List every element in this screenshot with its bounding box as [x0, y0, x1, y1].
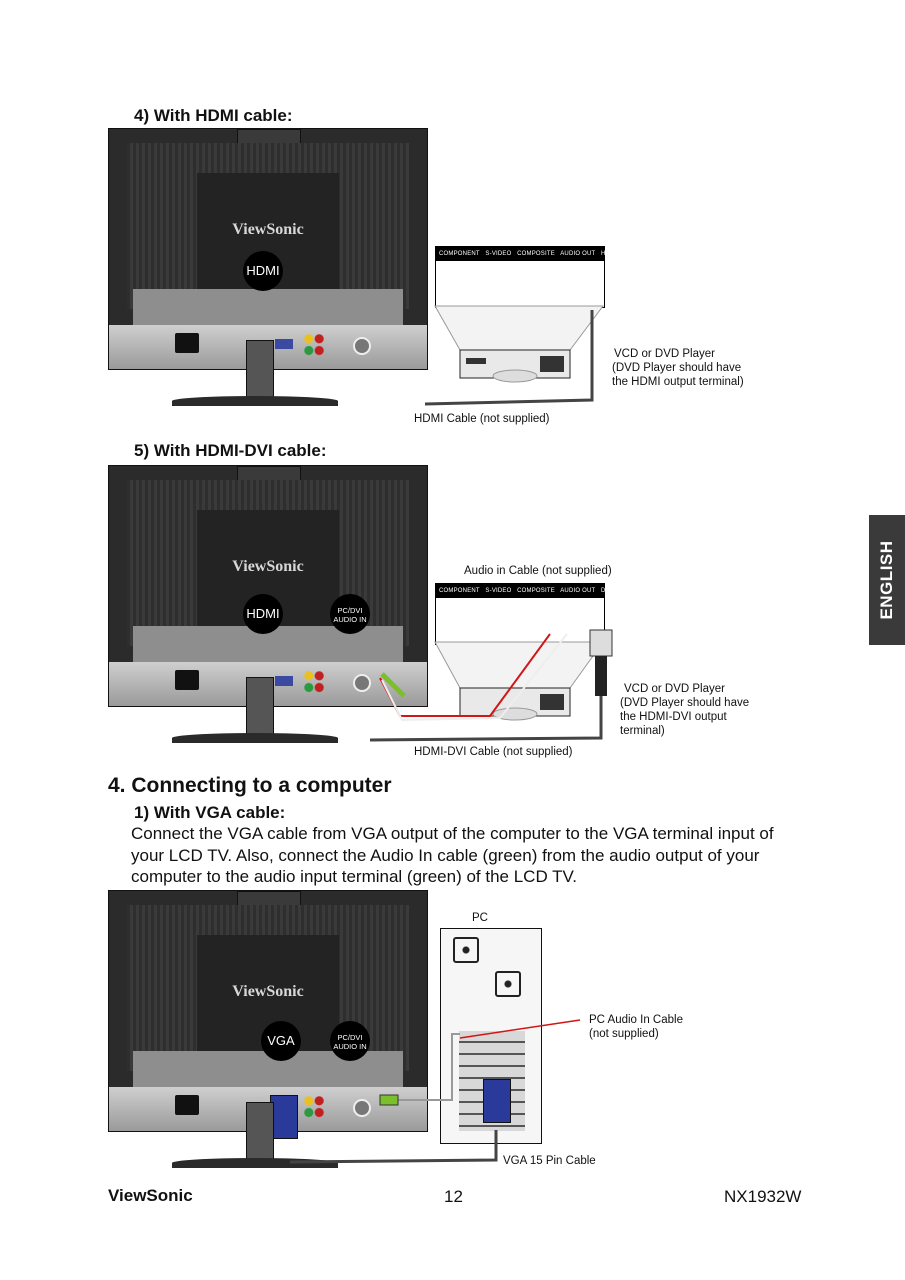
tv-stand	[246, 1102, 274, 1162]
port-label-svideo: S-VIDEO	[485, 251, 512, 257]
vga-port-icon	[275, 676, 293, 686]
heading-hdmi: 4) With HDMI cable:	[134, 106, 293, 125]
vga-instructions	[131, 823, 811, 888]
hdmi-badge	[243, 251, 283, 291]
hdmi-badge-label: HDMI	[246, 606, 280, 621]
hdmi-cable-label: HDMI Cable (not supplied)	[414, 413, 550, 425]
hdmi-connection-diagram	[420, 300, 620, 410]
port-label-svideo: S-VIDEO	[485, 588, 512, 594]
player-note-line: VCD or DVD Player	[624, 683, 725, 695]
port-label-hdmi: HDMI	[600, 251, 618, 257]
antenna-jack-icon	[353, 337, 371, 355]
port-label-component: COMPONENT	[439, 251, 480, 257]
port-label-composite: COMPOSITE	[517, 588, 555, 594]
footer-page-number: 12	[444, 1187, 463, 1206]
audio-in-cable-label: Audio in Cable (not supplied)	[464, 565, 612, 577]
badge-line: PC/DVI	[337, 606, 363, 615]
tv-brand-logo: ViewSonic	[232, 558, 304, 575]
port-label-dvi-hdtv: DVI-HDTV	[600, 588, 631, 594]
tv-brand-logo: ViewSonic	[232, 221, 304, 238]
hdmi-badge-label: HDMI	[246, 263, 280, 278]
player-note-line: the HDMI output terminal)	[612, 376, 744, 388]
port-label-audio-out: AUDIO OUT	[560, 588, 596, 594]
pc-audio-cable-note	[589, 1013, 683, 1041]
instruction-line: Connect the VGA cable from VGA output of the computer to the VGA terminal input of	[131, 824, 774, 843]
tv-label-panel	[133, 289, 403, 325]
port-label-component: COMPONENT	[439, 588, 480, 594]
vga-port-icon	[275, 339, 293, 349]
player-note-line: the HDMI-DVI output	[620, 711, 727, 723]
tv-stand	[246, 677, 274, 737]
fan-icon	[453, 937, 479, 963]
player-rear-panel	[435, 246, 618, 308]
vga-badge-label: VGA	[267, 1033, 295, 1048]
heading-connecting-computer: 4. Connecting to a computer	[108, 774, 392, 797]
tv-stand	[246, 340, 274, 400]
port-label-composite: COMPOSITE	[517, 251, 555, 257]
hdmi-dvi-connection-diagram	[360, 612, 620, 746]
footer-model: NX1932W	[724, 1187, 802, 1206]
hdmi-dvi-cable-label: HDMI-DVI Cable (not supplied)	[414, 746, 573, 758]
tv-brand-logo: ViewSonic	[232, 983, 304, 1000]
footer-brand: ViewSonic	[108, 1186, 193, 1205]
badge-line: AUDIO IN	[333, 615, 367, 624]
badge-line: PC/DVI	[337, 1033, 363, 1042]
player-note-line: (DVD Player should have	[620, 697, 750, 709]
power-socket-icon	[175, 670, 199, 690]
vga-cable-diagram	[280, 1010, 590, 1170]
player-note-hdmi	[612, 347, 744, 389]
instruction-line: computer to the audio input terminal (green) of the LCD TV.	[131, 867, 578, 886]
vga-cable-label: VGA 15 Pin Cable	[503, 1155, 596, 1167]
player-note-hdmi-dvi	[620, 682, 749, 738]
power-socket-icon	[175, 1095, 199, 1115]
hdmi-badge	[243, 594, 283, 634]
fan-icon	[495, 971, 521, 997]
instruction-line: your LCD TV. Also, connect the Audio In cable (green) from the audio output of your	[131, 845, 760, 865]
pc-audio-note-line: PC Audio In Cable	[589, 1014, 683, 1026]
language-tab	[869, 515, 905, 645]
av-jacks-icon	[301, 331, 327, 357]
player-note-line: terminal)	[620, 725, 665, 737]
player-note-line: (DVD Player should have	[612, 362, 742, 374]
player-port-labels	[436, 247, 618, 261]
player-port-labels	[436, 584, 631, 598]
tv-stand-base	[172, 396, 338, 406]
language-tab-label: ENGLISH	[877, 540, 896, 620]
tv-rear-illustration	[108, 128, 428, 370]
heading-hdmi-dvi: 5) With HDMI-DVI cable:	[134, 441, 327, 460]
port-label-audio-out: AUDIO OUT	[560, 251, 596, 257]
pc-audio-note-line: (not supplied)	[589, 1028, 659, 1040]
tv-stand-base	[172, 733, 338, 743]
player-note-line: VCD or DVD Player	[614, 348, 715, 360]
heading-vga: 1) With VGA cable:	[134, 803, 286, 822]
av-jacks-icon	[301, 668, 327, 694]
power-socket-icon	[175, 333, 199, 353]
pc-label: PC	[472, 912, 488, 924]
badge-line: AUDIO IN	[333, 1042, 367, 1051]
